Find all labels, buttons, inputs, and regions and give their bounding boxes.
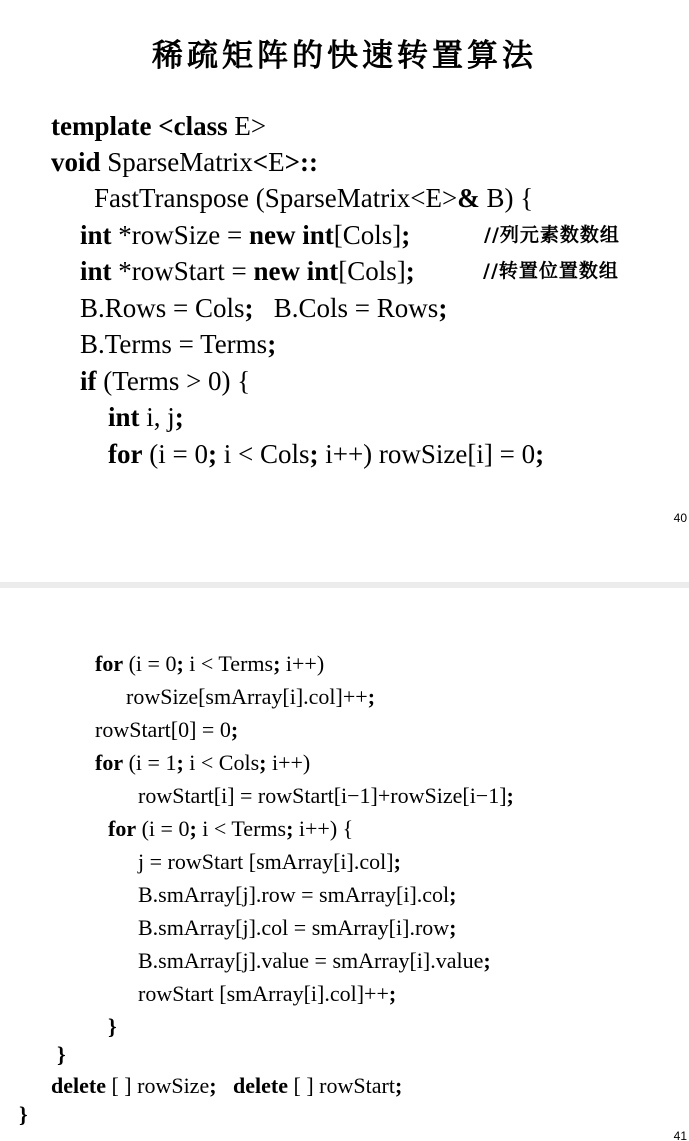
code-line-assign-value: B.smArray[j].value = smArray[i].value;: [138, 948, 491, 973]
code-line-int-ij: int i, j;: [108, 402, 184, 432]
code-line-for-init: for (i = 0; i < Cols; i++) rowSize[i] = 0;: [108, 439, 545, 469]
code-line-rowsize-inc: rowSize[smArray[i].col]++;: [126, 684, 376, 709]
code-line-close-for: }: [108, 1014, 117, 1039]
code-line-assign-row: B.smArray[j].row = smArray[i].col;: [138, 882, 457, 907]
code-line-close-function: }: [19, 1102, 28, 1127]
code-line-assign-col: B.smArray[j].col = smArray[i].row;: [138, 915, 457, 940]
slide-title: 稀疏矩阵的快速转置算法: [152, 38, 537, 74]
code-line-rowstart-calc: rowStart[i] = rowStart[i−1]+rowSize[i−1];: [138, 783, 514, 808]
comment-rowstart: //转置位置数组: [483, 260, 619, 282]
code-line-rows-cols: B.Rows = Cols; B.Cols = Rows;: [80, 293, 448, 323]
page-number: 40: [673, 511, 687, 525]
comment-rowsize: //列元素数数组: [484, 224, 620, 246]
code-line-template: template <class E>: [51, 111, 267, 141]
page-number: 41: [673, 1129, 687, 1141]
code-line-rowstart0: rowStart[0] = 0;: [95, 717, 239, 742]
code-line-delete: delete [ ] rowSize; delete [ ] rowStart;: [51, 1073, 403, 1098]
code-line-signature: void SparseMatrix<E>::: [51, 147, 319, 177]
code-line-close-if: }: [57, 1042, 66, 1067]
code-line-for-prefix: for (i = 1; i < Cols; i++): [95, 750, 311, 775]
code-line-terms: B.Terms = Terms;: [80, 329, 277, 359]
code-line-for-transpose: for (i = 0; i < Terms; i++) {: [108, 816, 354, 841]
code-line-rowstart-decl: int *rowStart = new int[Cols];: [80, 256, 415, 286]
code-line-j-assign: j = rowStart [smArray[i].col];: [138, 849, 401, 874]
code-line-rowstart-inc: rowStart [smArray[i].col]++;: [138, 981, 397, 1006]
code-line-for-count: for (i = 0; i < Terms; i++): [95, 651, 325, 676]
slide-41: [0, 588, 689, 1141]
code-line-fasttranspose: FastTranspose (SparseMatrix<E>& B) {: [94, 183, 534, 213]
code-line-rowsize-decl: int *rowSize = new int[Cols];: [80, 220, 411, 250]
code-line-if: if (Terms > 0) {: [80, 366, 251, 396]
